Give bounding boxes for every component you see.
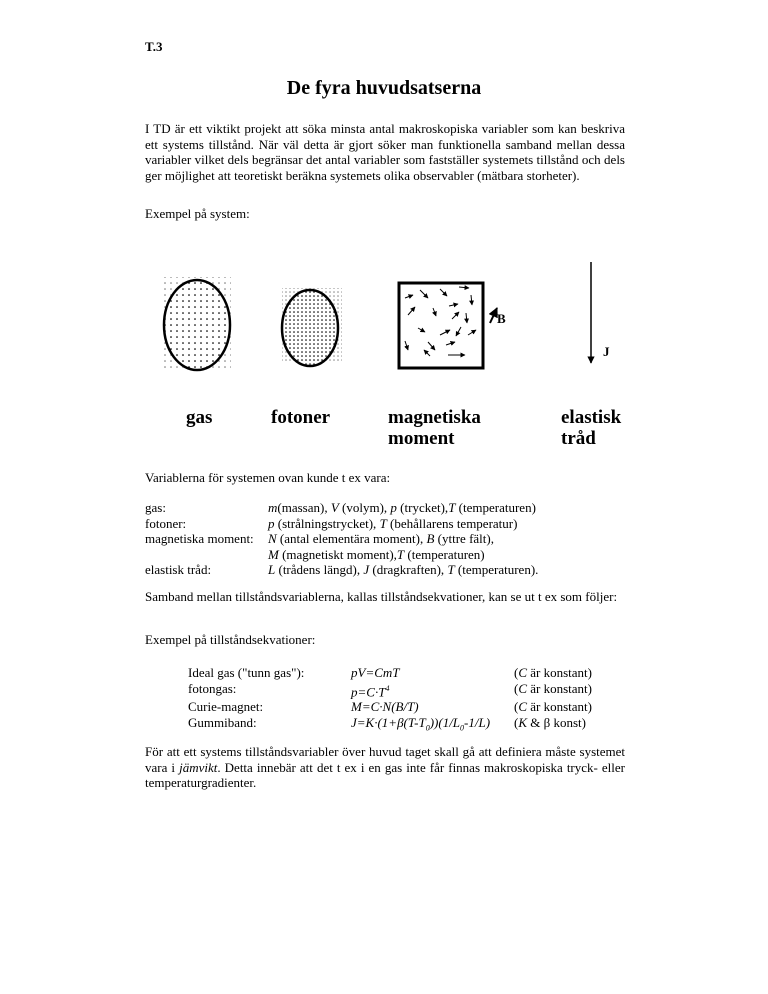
variables-row-elastisk: elastisk tråd: L (trådens längd), J (dragkraften), T (temperaturen). [145,562,539,577]
label-elastisk-line2: tråd [561,428,596,449]
j-force-label: J [603,344,610,359]
label-magnetiska-moment [388,407,481,449]
examples-heading: Exempel på system: [145,206,250,221]
equation-row-gummiband: Gummiband: $J=K\cdot(1+\beta(T-T_0))(1/L_0-1/L)$ (K & β konst) [188,714,586,733]
intro-paragraph: I TD är ett viktikt projekt att söka minsta antal makroskopiska variabler som kan beskriva ett systems tillstånd. När väl detta är gjort söker man funktionella samband mellan dessa variabler vilket dels begränsar det antal variabler som fastställer systemets tillstånd och dels ger möjlighet att teoretiskt beräkna systemets olika observabler (mätbara storheter). [145,121,625,183]
label-magnetiska-line2: moment [388,428,455,449]
equations-table [188,665,634,736]
variables-intro: Variablerna för systemen ovan kunde t ex vara: [145,470,391,485]
photon-container-drawing [282,288,342,366]
equation-row-curie: Curie-magnet: M=C·N(B/T) (C är konstant) [188,699,592,715]
variables-row-fotoner: fotoner: p (strålningstrycket), T (behållarens temperatur) [145,515,518,531]
variables-row-magnetiska: magnetiska moment: N (antal elementära moment), B (yttre fält), [145,531,494,546]
label-fotoner: fotoner [271,407,331,428]
elastic-thread-drawing [591,262,610,363]
samband-paragraph: Samband mellan tillståndsvariablerna, kallas tillståndsekvationer, kan se ut t ex som följer: [145,589,618,604]
magnetic-moments-drawing [399,283,506,368]
page-label: T.3 [145,39,163,54]
page-title: De fyra huvudsatserna [286,77,482,99]
label-elastisk-trad [561,407,621,449]
variables-row-gas: gas: m(massan), V (volym), p (trycket),T (temperaturen) [145,500,536,515]
gas-container-drawing [164,277,231,372]
b-field-label: B [497,311,506,326]
equation-row-ideal-gas: Ideal gas ("tunn gas"): pV=CmT (C är konstant) [188,665,592,680]
variables-row-magnetiska-cont: M (magnetiskt moment),T (temperaturen) [268,546,485,562]
label-elastisk-line1: elastisk [561,407,622,428]
system-examples-figure [0,250,768,450]
label-gas: gas [186,407,213,428]
equations-heading: Exempel på tillståndsekvationer: [145,632,316,647]
label-magnetiska-line1: magnetiska [388,407,481,428]
variables-list [145,500,538,578]
equilibrium-paragraph: För att ett systems tillståndsvariabler över huvud taget skall gå att definiera måste systemet vara i jämvikt. Detta innebär att det t ex i en gas inte får finnas makroskopiska tryck- eller temperaturgradienter. [145,744,626,790]
equation-row-fotongas: fotongas: $p=C\cdot T^4$ (C är konstant) [188,680,592,699]
